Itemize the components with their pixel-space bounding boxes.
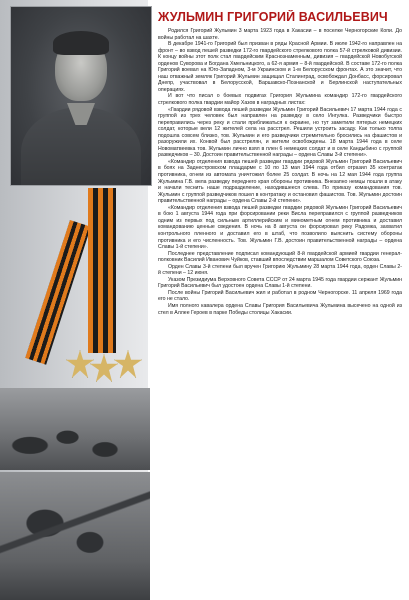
medal-icon [90, 354, 118, 382]
article-paragraph: И вот что писал о боевых подвигах Григория Жульмина командир 172-го гвардейского стрелкового полка гвардии майор Хазов в наградных листах: [158, 93, 402, 107]
medal-icon [114, 350, 142, 378]
portrait-photo [10, 6, 152, 186]
portrait-hair [53, 31, 109, 55]
article-paragraph: Указом Президиума Верховного Совета СССР от 24 марта 1945 года гвардии сержант Жульмин Григорий Васильевич был удостоен ордена Славы 1-й степени. [158, 276, 402, 290]
article-paragraph: «Командир отделения взвода пешей разведки гвардии рядовой Жульмин Григорий Васильевич в бою 1 августа 1944 года при форсировании реки Висла переправился с группой разведчиков одним из первых под сильным артиллерийским и минометным огнем противника и доставил командованию ценные сведения. В ночь на 8 августа он форсировал реку Радомка, захватил контрольного пленного и доставил его в штаб, что позволило выяснить систему обороны противника и его численность. Тов. Жульмин Г.В. достоин правительственной награды – ордена Славы 1-й степени». [158, 204, 402, 251]
order-of-glory-medals [66, 336, 146, 386]
article-paragraph: «Командир отделения взвода пешей разведки гвардии рядовой Жульмин Григорий Васильевич в боях на Заднестровском плацдарме с 10 по 13 мая 1944 года отбил отразил 35 контратак противника, огнем из автомата уничтожил более 25 солдат. В ночь на 12 мая 1944 года группа Жульмина Г.В. вела разведку переднего края обороны противника. Внезапно немцы пошли в атаку и начали теснить наше подразделение, находившееся слева. По приказу командования тов. Жульмин с группой разведчиков пошел в контратаку и остановил фашистов. Тов. Жульмин достоин правительственной награды – ордена Славы 2-й степени». [158, 158, 402, 205]
article-paragraph: Орден Славы 3-й степени был вручен Григорию Жульмину 28 марта 1944 года, орден Славы 2-й степени – 12 июня. [158, 263, 402, 277]
war-photo-soldiers [0, 388, 150, 470]
article-paragraph: Последнее представление подписал командующий 8-й гвардейской армией гвардии генерал-полковник Василий Иванович Чуйков, ставший впоследствии маршалом Советского Союза. [158, 250, 402, 264]
article-paragraph: Имя полного кавалера ордена Славы Григория Васильевича Жульмина высечено на одной из стел в Аллее Героев в парке Победы столицы Хакасии. [158, 302, 402, 316]
st-george-ribbon [88, 188, 116, 353]
photo-column [0, 0, 148, 600]
war-photo-battlefield [0, 472, 150, 600]
article-paragraph: «Гвардии рядовой взвода пешей разведки Жульмин Григорий Васильевич 17 марта 1944 года с группой из трех человек был направлен на разведку в село Ингулка. Разведчики быстро переправились через реку и стали приближаться к окраине, но тут заметили пятерых немецких солдат, которые вели 12 жителей села на расстрел. Решили устроить засаду. Как только толпа подошла совсем близко, тов. Жульмин и его разведчики стремительно бросились на фашистов и разоружили их. Конвой был расстрелян, и жители освобождены. 18 марта 1944 года в селе Новоматвеевка тов. Жульмин лично взял в плен 6 немецких солдат и в селе Кандыбино с группой разведчиков – 30. Достоин правительственной награды – ордена Славы 3-й степени». [158, 106, 402, 159]
medal-icon [66, 350, 94, 378]
article-title: ЖУЛЬМИН ГРИГОРИЙ ВАСИЛЬЕВИЧ [158, 10, 388, 24]
article-paragraph: В декабре 1941-го Григорий был призван в ряды Красной Армии. В июле 1942-го направлен на фронт – во взвод пешей разведки 172-го гвардейского стрелкового полка 57-й стрелковой дивизии. К концу войны этот полк стал гвардейским Краснознаменным, дивизия – гвардейской Новобугской орденов Суворова и Богдана Хмельницкого, а 62-я армия – 8-й гвардейской. В составе 172-го полка Григорий воевал на Юго-Западном, 3-м Украинском и 1-м Белорусском фронтах. А это значит, что наш отважный земляк Григорий Жульмин защищал Сталинград, освобождал Донбасс, форсировал Днепр, участвовал в Белорусской, Варшавско-Познанской и Берлинской наступательных операциях. [158, 41, 402, 93]
article [158, 10, 402, 598]
article-paragraph: Родился Григорий Жульмин 3 марта 1923 года в Хакасии – в поселке Черногорские Копи. До войны работал на шахте. [158, 28, 402, 41]
article-paragraph: После войны Григорий Васильевич жил и работал в родном Черногорске. 11 апреля 1969 года его не стало. [158, 289, 402, 303]
